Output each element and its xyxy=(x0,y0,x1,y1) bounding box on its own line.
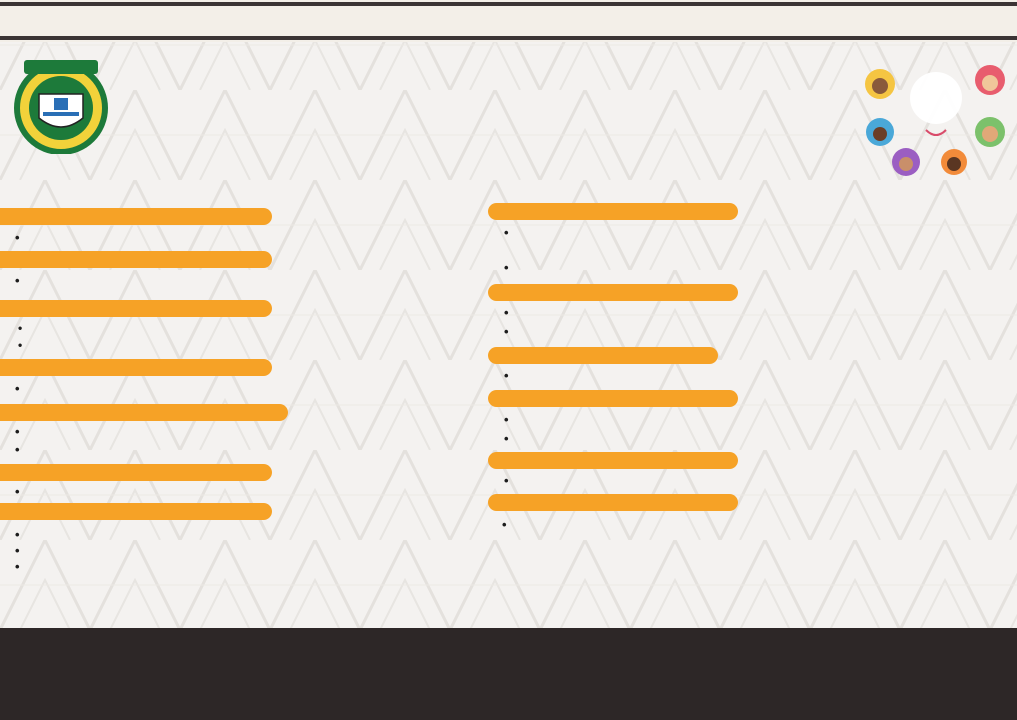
section-bar xyxy=(0,464,272,481)
top-decorative-band xyxy=(0,0,1017,42)
section-bar xyxy=(488,390,738,407)
section-bar xyxy=(0,251,272,268)
section-bar xyxy=(488,452,738,469)
bottom-decorative-band xyxy=(0,628,1017,720)
section-bar xyxy=(0,503,272,520)
section-bar xyxy=(0,359,272,376)
horizonte-emblem-logo xyxy=(6,56,116,154)
section-bar xyxy=(488,203,738,220)
section-bar xyxy=(0,404,288,421)
section-bar xyxy=(488,494,738,511)
section-bar xyxy=(0,208,272,225)
section-bar xyxy=(488,284,738,301)
cras-quilombola-logo xyxy=(862,58,1010,180)
section-bar xyxy=(488,347,718,364)
section-bar xyxy=(0,300,272,317)
